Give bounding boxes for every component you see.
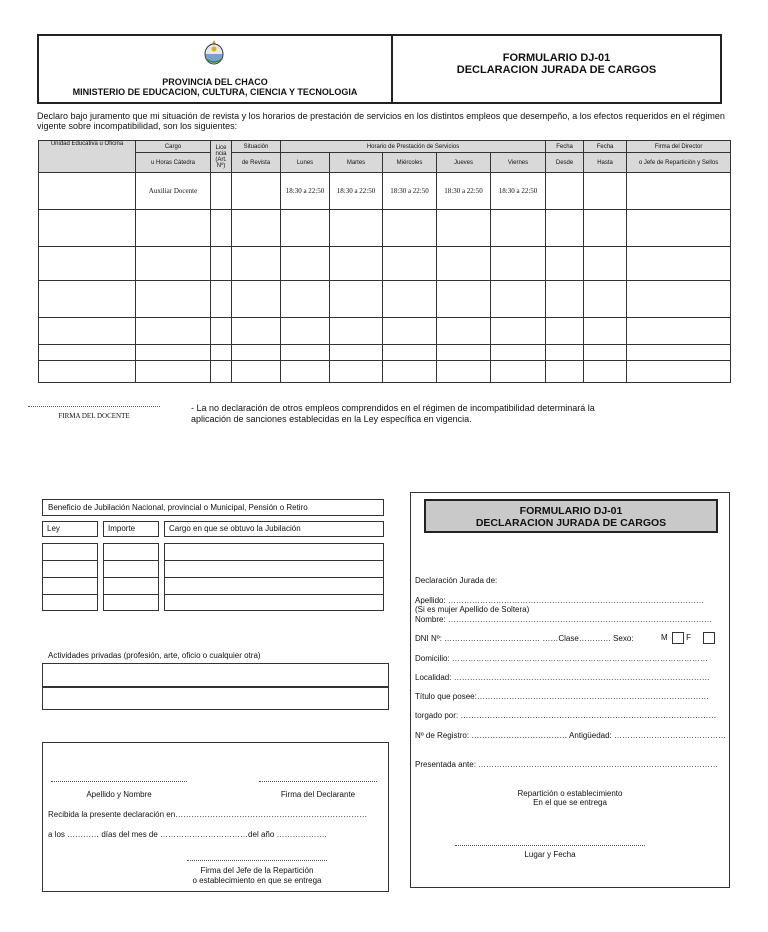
firma-jefe-label: Firma del Jefe de la Repartición bbox=[200, 866, 314, 875]
table-row[interactable] bbox=[39, 345, 731, 361]
sexo-m-checkbox[interactable] bbox=[672, 632, 684, 644]
firma-docente-label: FIRMA DEL DOCENTE bbox=[58, 412, 130, 420]
importe-header bbox=[103, 521, 159, 537]
card-form-code: FORMULARIO DJ-01 bbox=[519, 505, 623, 517]
cell-desde[interactable] bbox=[546, 173, 584, 210]
card-title bbox=[424, 499, 718, 533]
ley-cells[interactable] bbox=[42, 543, 98, 611]
apellido-line[interactable] bbox=[51, 781, 187, 782]
cell-martes[interactable]: 18:30 a 22:50 bbox=[330, 173, 383, 210]
firma-jefe-line[interactable] bbox=[187, 860, 327, 861]
recepcion-box bbox=[42, 742, 389, 892]
cargo-jub-cells[interactable] bbox=[164, 543, 384, 611]
form-title: DECLARACION JURADA DE CARGOS bbox=[456, 64, 657, 76]
sexo-f-checkbox[interactable] bbox=[703, 632, 715, 644]
cargos-table bbox=[38, 140, 731, 383]
cell-unidad[interactable] bbox=[39, 173, 136, 210]
col-firma-director: Firma del Director bbox=[627, 141, 731, 153]
cell-miercoles[interactable]: 18:30 a 22:50 bbox=[383, 173, 437, 210]
col-viernes: Viernes bbox=[491, 153, 546, 173]
col-lunes: Lunes bbox=[281, 153, 330, 173]
cell-situacion[interactable] bbox=[232, 173, 281, 210]
firma-docente-line[interactable] bbox=[28, 406, 160, 407]
col-licencia: Lice ncia (Art. Nº) bbox=[211, 141, 232, 173]
otorgado-field[interactable]: torgado por: …………………………………………………………………………………… bbox=[415, 711, 717, 720]
titulo-field[interactable]: Título que posee:…………………………………………………………………………… bbox=[415, 692, 709, 701]
intro-text: Declaro bajo juramento que mi situación de revista y los horarios de prestación de servicios en los distintos empleos que desempeño, a los efectos requeridos en el régimen vigente sobre incompatibilidad, son los siguientes: bbox=[37, 111, 725, 131]
col-situacion: Situación bbox=[232, 141, 281, 153]
firma-jefe-label-2: o establecimiento en que se entrega bbox=[192, 876, 322, 885]
col-jueves: Jueves bbox=[437, 153, 491, 173]
province-name: PROVINCIA DEL CHACO bbox=[162, 77, 268, 87]
cell-jueves[interactable]: 18:30 a 22:50 bbox=[437, 173, 491, 210]
form-header bbox=[37, 34, 722, 104]
col-horario: Horario de Prestación de Servicios bbox=[281, 141, 546, 153]
cell-hasta[interactable] bbox=[584, 173, 627, 210]
dni-clase-sexo: DNI Nº: ……………………………… ……Clase………… Sexo: bbox=[415, 634, 634, 643]
header-form-title bbox=[393, 36, 720, 102]
jubilacion-title: Beneficio de Jubilación Nacional, provincial o Municipal, Pensión o Retiro bbox=[48, 503, 308, 512]
sexo-f-label: F bbox=[686, 633, 692, 643]
col-miercoles: Miércoles bbox=[383, 153, 437, 173]
ley-label: Ley bbox=[47, 524, 60, 533]
col-hasta: Hasta bbox=[584, 153, 627, 173]
reparticion-label-2: En el que se entrega bbox=[533, 798, 607, 807]
lugar-fecha-label: Lugar y Fecha bbox=[524, 850, 576, 859]
col-cargo-sub: u Horas Cátedra bbox=[136, 153, 211, 173]
cell-cargo[interactable]: Auxiliar Docente bbox=[136, 173, 211, 210]
dj-card bbox=[410, 492, 730, 888]
card-form-title: DECLARACION JURADA DE CARGOS bbox=[475, 517, 667, 529]
dj-label: Declaración Jurada de: bbox=[415, 576, 498, 585]
ministry-name: MINISTERIO DE EDUCACION, CULTURA, CIENCIA Y TECNOLOGIA bbox=[72, 87, 358, 97]
table-row bbox=[39, 173, 731, 210]
firma-declarante-line[interactable] bbox=[259, 781, 377, 782]
nombre-field[interactable]: Nombre: ……………………………………………………………………………………… bbox=[415, 615, 712, 624]
col-firma-jefe: o Jefe de Repartición y Sellos bbox=[627, 153, 731, 173]
lugar-fecha-line[interactable] bbox=[455, 845, 645, 846]
header-institution bbox=[39, 36, 393, 102]
col-fecha-desde: Fecha bbox=[546, 141, 584, 153]
table-row[interactable] bbox=[39, 281, 731, 318]
localidad-field[interactable]: Localidad: …………………………………………………………………………………… bbox=[415, 673, 710, 682]
cell-firma[interactable] bbox=[627, 173, 731, 210]
table-row[interactable] bbox=[39, 210, 731, 247]
firma-declarante-label: Firma del Declarante bbox=[280, 790, 356, 799]
soltera-note: (Si es mujer Apellido de Soltera) bbox=[415, 605, 530, 614]
importe-label: Importe bbox=[108, 524, 136, 533]
table-row[interactable] bbox=[39, 361, 731, 383]
col-desde: Desde bbox=[546, 153, 584, 173]
presentada-field[interactable]: Presentada ante: ……………………………………………………………………………… bbox=[415, 760, 719, 769]
recibida-line: Recibida la presente declaración en……………………………………………………………… bbox=[48, 810, 368, 819]
sexo-m-label: M bbox=[661, 633, 668, 643]
form-code: FORMULARIO DJ-01 bbox=[502, 52, 611, 64]
ley-header bbox=[42, 521, 98, 537]
actividades-field-1[interactable] bbox=[42, 663, 389, 687]
cell-lunes[interactable]: 18:30 a 22:50 bbox=[281, 173, 330, 210]
apellido-label: Apellido y Nombre bbox=[86, 790, 152, 799]
col-martes: Martes bbox=[330, 153, 383, 173]
actividades-label: Actividades privadas (profesión, arte, oficio o cualquier otra) bbox=[48, 651, 261, 660]
registro-field[interactable]: Nº de Registro: ……………………………… Antigüedad: …………………………………… bbox=[415, 731, 726, 740]
apellido-field[interactable]: Apellido: …………………………………………………………………………………… bbox=[415, 596, 704, 605]
col-cargo: Cargo bbox=[136, 141, 211, 153]
cargo-jub-header bbox=[164, 521, 384, 537]
importe-cells[interactable] bbox=[103, 543, 159, 611]
col-fecha-hasta: Fecha bbox=[584, 141, 627, 153]
actividades-field-2[interactable] bbox=[42, 687, 389, 710]
domicilio-field[interactable]: Domicilio: …………………………………………………………………………………… bbox=[415, 654, 708, 663]
incompatibility-note: - La no declaración de otros empleos comprendidos en el régimen de incompatibilidad determinará la aplicación de sanciones establecidas en la Ley específica en vigencia. bbox=[191, 403, 595, 424]
col-situacion-sub: de Revista bbox=[232, 153, 281, 173]
cell-viernes[interactable]: 18:30 a 22:50 bbox=[491, 173, 546, 210]
jubilacion-title-box bbox=[42, 499, 384, 516]
cargo-jub-label: Cargo en que se obtuvo la Jubilación bbox=[169, 524, 301, 533]
coat-of-arms-icon bbox=[203, 39, 225, 65]
col-unidad: Unidad Educativa u Oficina bbox=[39, 141, 136, 173]
dni-field[interactable] bbox=[415, 633, 692, 644]
table-row[interactable] bbox=[39, 247, 731, 281]
table-row[interactable] bbox=[39, 318, 731, 345]
cell-licencia[interactable] bbox=[211, 173, 232, 210]
reparticion-label: Repartición o establecimiento bbox=[517, 789, 623, 798]
fecha-recepcion-line: a los ………… días del mes de ……………………………del año ………………. bbox=[48, 830, 327, 839]
